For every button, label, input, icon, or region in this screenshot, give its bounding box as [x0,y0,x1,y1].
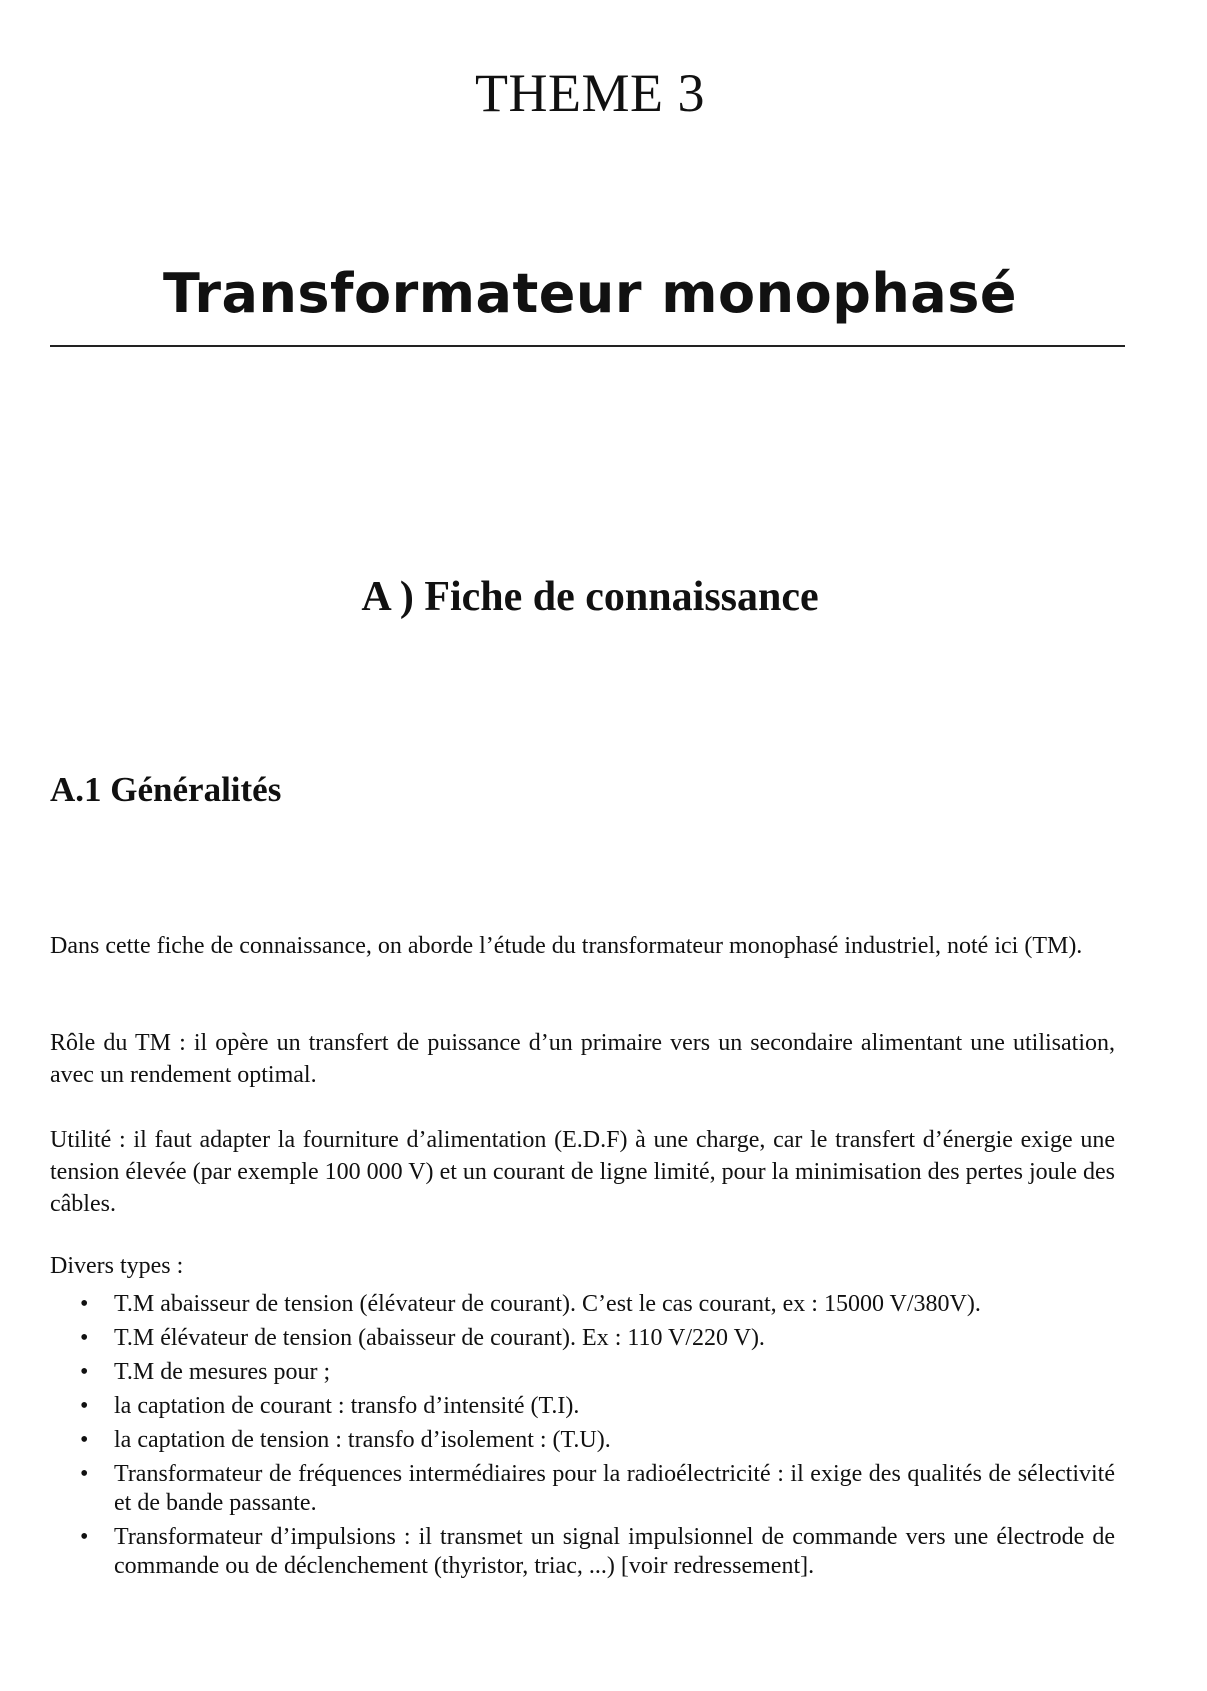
list-item-text: Transformateur d’impulsions : il transmet un signal impulsionnel de commande vers une électrode de commande ou de déclenchement (thyristor, triac, ...) [voir redressement]. [114,1524,1115,1579]
types-list [70,1290,1115,1586]
section-heading: A ) Fiche de connaissance [361,574,819,620]
bullet-icon: • [80,1427,89,1453]
paragraph-role: Rôle du TM : il opère un transfert de puissance d’un primaire vers un secondaire alimentant une utilisation, avec un rendement optimal. [50,1030,1115,1088]
subsection-heading: A.1 Généralités [50,770,282,809]
theme-heading: THEME 3 [475,63,705,123]
list-item [70,1426,1115,1455]
list-item-text: Transformateur de fréquences intermédiaires pour la radioélectricité : il exige des qualités de sélectivité et de bande passante. [114,1461,1115,1516]
bullet-icon: • [80,1461,89,1487]
list-item [70,1358,1115,1387]
paragraph-intro: Dans cette fiche de connaissance, on aborde l’étude du transformateur monophasé industriel, noté ici (TM). [50,933,1083,959]
list-item [70,1392,1115,1421]
bullet-icon: • [80,1359,89,1385]
paragraph-utility: Utilité : il faut adapter la fourniture d’alimentation (E.D.F) à une charge, car le transfert d’énergie exige une tension élevée (par exemple 100 000 V) et un courant de ligne limité, pour la minimisation des pertes joule des câbles. [50,1127,1115,1217]
list-item-text: T.M abaisseur de tension (élévateur de courant). C’est le cas courant, ex : 15000 V/380V). [114,1291,981,1317]
list-item-text: la captation de courant : transfo d’intensité (T.I). [114,1393,580,1419]
list-item [70,1460,1115,1518]
list-item-text: la captation de tension : transfo d’isolement : (T.U). [114,1427,611,1453]
paragraph-types-intro: Divers types : [50,1253,184,1279]
list-item-text: T.M élévateur de tension (abaisseur de courant). Ex : 110 V/220 V). [114,1325,765,1351]
list-item [70,1523,1115,1581]
bullet-icon: • [80,1325,89,1351]
title-underline [50,345,1125,347]
bullet-icon: • [80,1393,89,1419]
bullet-icon: • [80,1291,89,1317]
list-item-text: T.M de mesures pour ; [114,1359,331,1385]
list-item [70,1290,1115,1319]
bullet-icon: • [80,1524,89,1550]
document-title: Transformateur monophasé [162,262,1017,325]
list-item [70,1324,1115,1353]
